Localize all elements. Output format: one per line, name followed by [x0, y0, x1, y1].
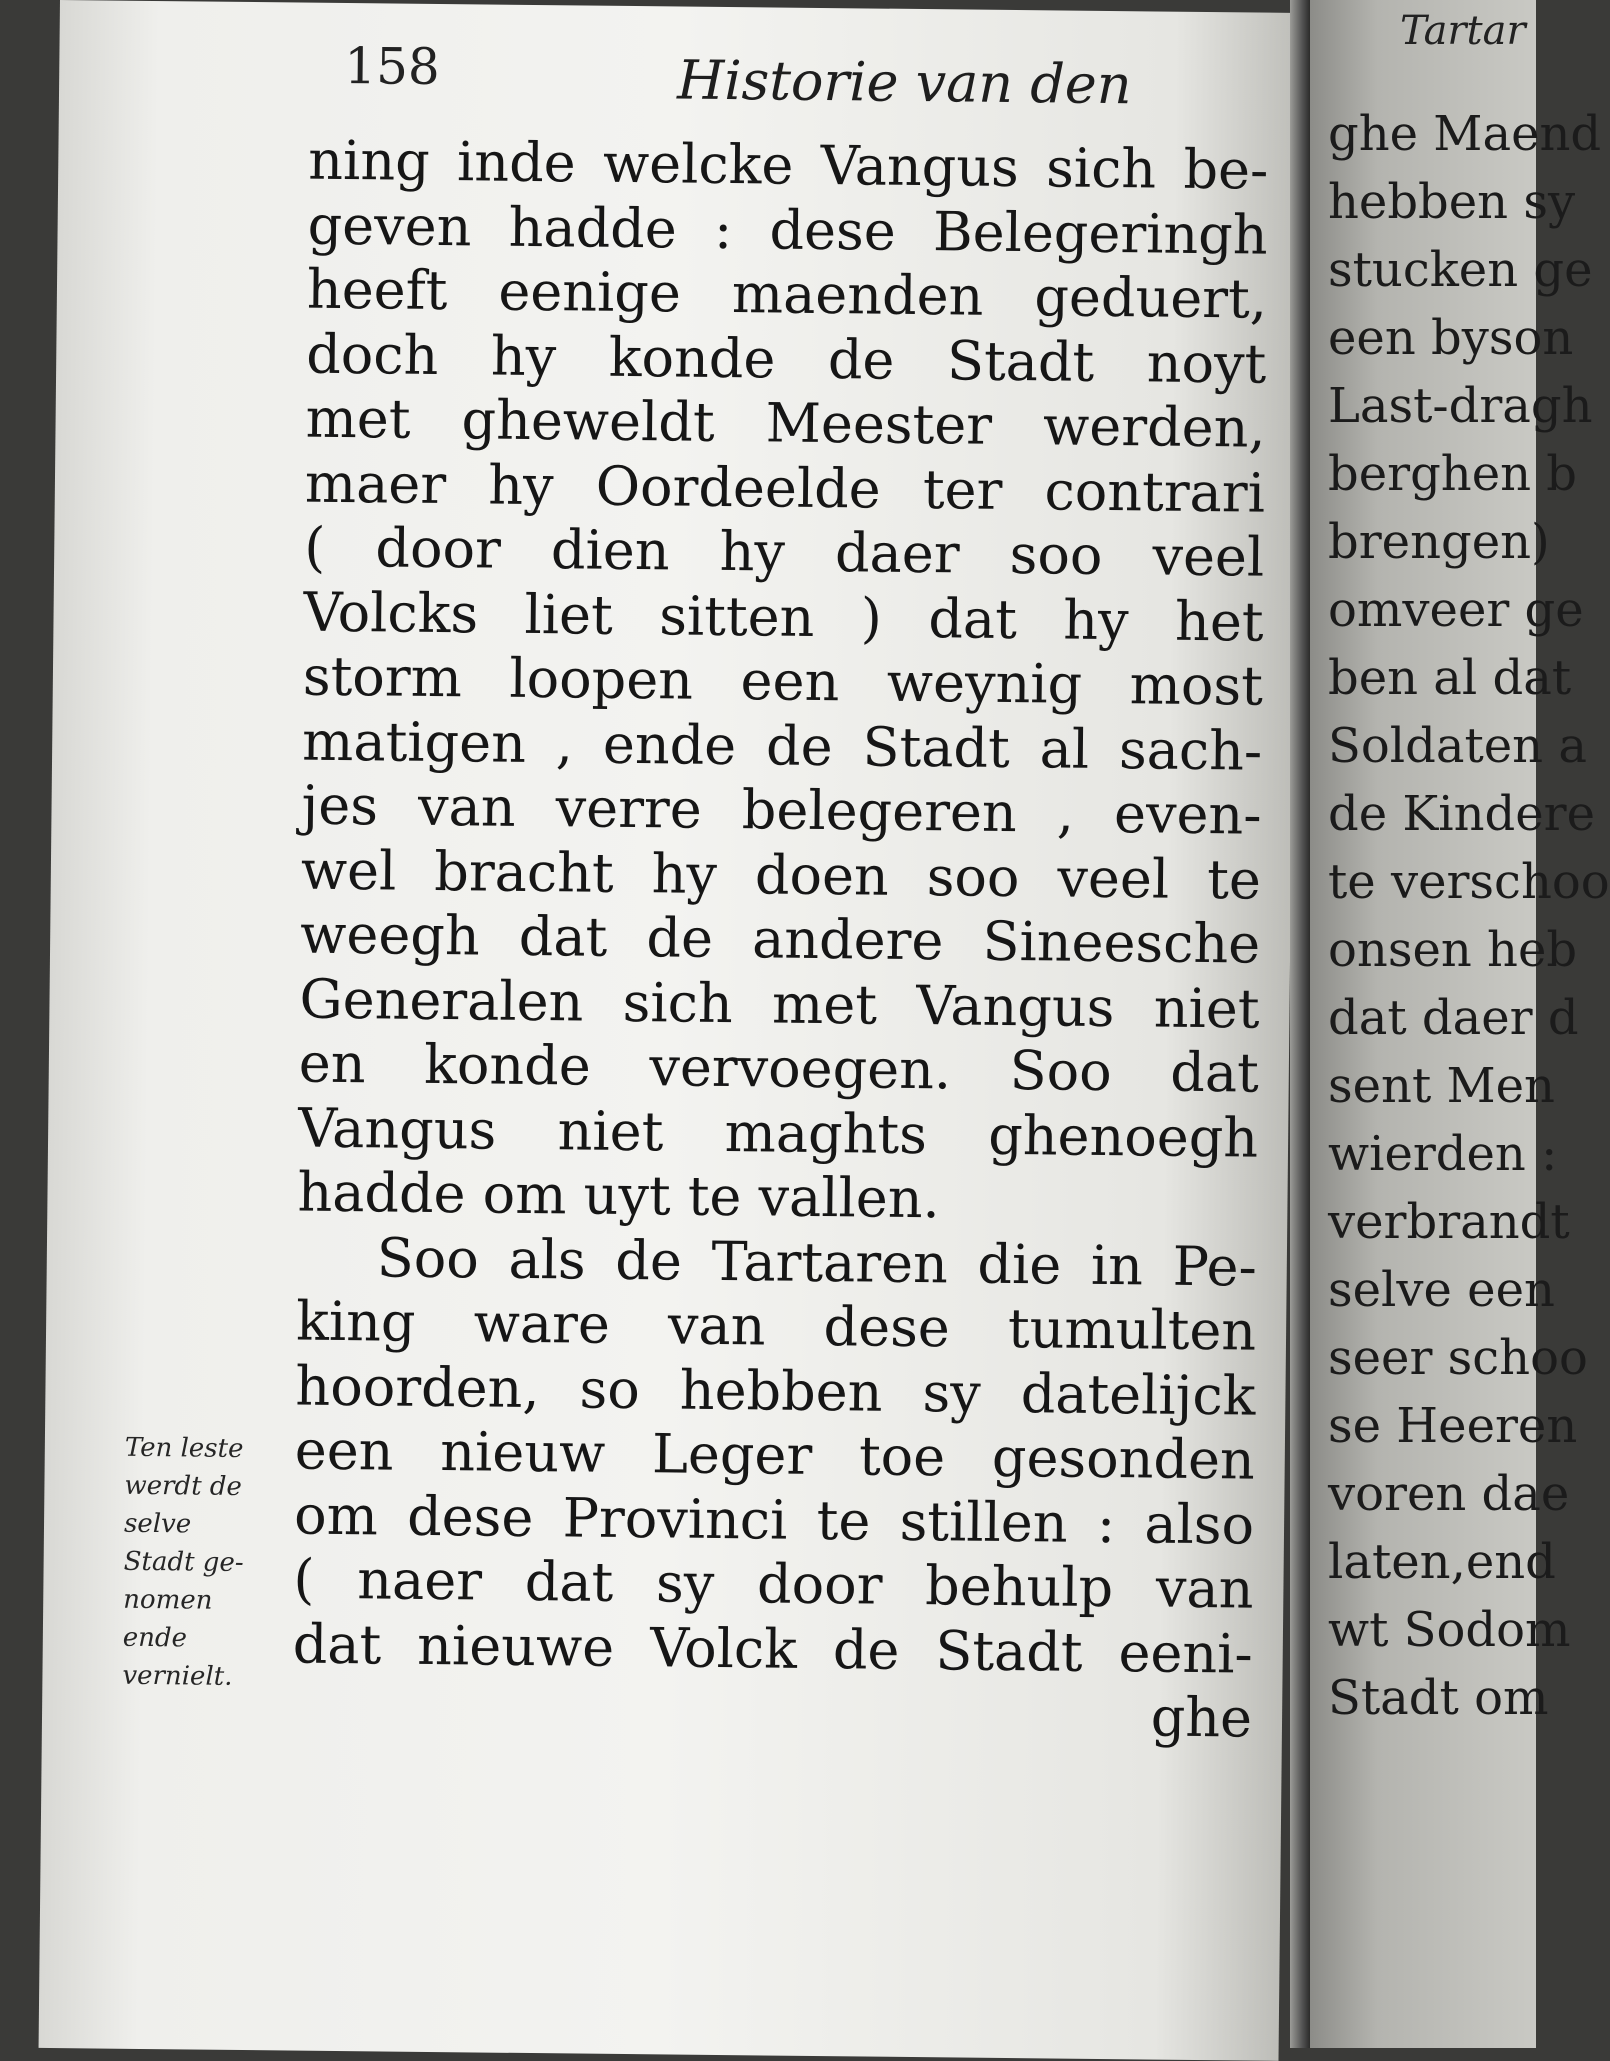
facing-line: dat daer d — [1328, 990, 1579, 1046]
facing-line: ben al dat — [1328, 650, 1572, 706]
text-line: ( door dien hy daer soo veel — [303, 515, 1265, 589]
facing-line: berghen b — [1328, 446, 1578, 502]
text-line: Volcks liet sitten ) dat hy het — [303, 580, 1264, 654]
facing-line: seer schoo — [1328, 1330, 1588, 1386]
facing-line: wt Sodom — [1328, 1602, 1571, 1658]
facing-line: brengen) — [1328, 514, 1550, 570]
margin-note-line: vernielt. — [122, 1660, 233, 1692]
facing-line: verbrandt — [1328, 1194, 1570, 1250]
text-line: en konde vervoegen. Soo dat — [298, 1031, 1260, 1105]
facing-line: laten,end — [1328, 1534, 1556, 1590]
margin-note-line: nomen — [123, 1584, 213, 1616]
facing-line: selve een — [1328, 1262, 1555, 1318]
facing-line: stucken ge — [1328, 242, 1593, 298]
running-title: Historie van den — [676, 48, 1132, 117]
text-line: storm loopen een weynig most — [302, 644, 1264, 718]
text-line: wel bracht hy doen soo veel te — [300, 838, 1262, 912]
text-line: maer hy Oordeelde ter contrari — [304, 451, 1266, 525]
facing-page-text — [1328, 100, 1610, 1732]
text-line: king ware van dese tumulten — [295, 1289, 1257, 1363]
facing-page — [1310, 0, 1610, 2048]
facing-line: se Heeren — [1328, 1398, 1578, 1454]
page-number: 158 — [344, 36, 441, 96]
margin-note-line: Stadt ge- — [123, 1546, 244, 1579]
text-line: jes van verre belegeren , even- — [301, 773, 1262, 847]
facing-line: Soldaten a — [1328, 718, 1587, 774]
text-line: geven hadde : dese Belegeringh — [307, 193, 1268, 267]
text-line: weegh dat de andere Sineesche — [299, 902, 1261, 976]
facing-line: wierden : — [1328, 1126, 1558, 1182]
catchword: ghe — [1150, 1685, 1253, 1750]
text-line: met gheweldt Meester werden, — [305, 386, 1266, 460]
text-line: heeft eenige maenden geduert, — [306, 257, 1268, 331]
margin-note-line: werdt de — [124, 1470, 243, 1502]
text-line: ( naer dat sy door behulp van — [293, 1547, 1254, 1621]
text-line: hoorden, so hebben sy datelijck — [295, 1354, 1256, 1428]
facing-line: te verschoo — [1328, 854, 1610, 910]
margin-note-line: ende — [122, 1622, 188, 1654]
text-line: matigen , ende de Stadt al sach- — [301, 709, 1263, 783]
facing-line: Stadt om — [1328, 1670, 1549, 1726]
body-text — [292, 129, 1269, 1751]
text-line: dat nieuwe Volck de Stadt eeni- — [292, 1612, 1254, 1686]
facing-line: hebben sy — [1328, 174, 1576, 230]
facing-line: ghe Maend — [1328, 106, 1602, 162]
facing-line: voren dae — [1328, 1466, 1570, 1522]
text-line: hadde om uyt te vallen. — [297, 1160, 941, 1231]
facing-page-header: Tartar — [1400, 8, 1526, 54]
facing-line: omveer ge — [1328, 582, 1584, 638]
text-line: Soo als de Tartaren die in Pe- — [376, 1225, 1258, 1299]
margin-note-line: Ten leste — [124, 1432, 244, 1464]
facing-line: een byson — [1328, 310, 1574, 366]
facing-line: de Kindere — [1328, 786, 1595, 842]
text-line: een nieuw Leger toe gesonden — [294, 1418, 1256, 1492]
facing-line: sent Men — [1328, 1058, 1555, 1114]
text-line: om dese Provinci te stillen : also — [293, 1483, 1255, 1557]
text-line: Vangus niet maghts ghenoegh — [297, 1096, 1259, 1170]
text-line: doch hy konde de Stadt noyt — [305, 322, 1267, 396]
left-page — [39, 0, 1300, 2061]
text-line: ning inde welcke Vangus sich be- — [308, 128, 1269, 202]
book-gutter — [1290, 0, 1310, 2048]
margin-note — [122, 1429, 265, 1696]
text-line: Generalen sich met Vangus niet — [299, 967, 1260, 1041]
facing-line: Last-dragh — [1328, 378, 1593, 434]
facing-line: onsen heb — [1328, 922, 1578, 978]
margin-note-line: selve — [123, 1508, 192, 1540]
